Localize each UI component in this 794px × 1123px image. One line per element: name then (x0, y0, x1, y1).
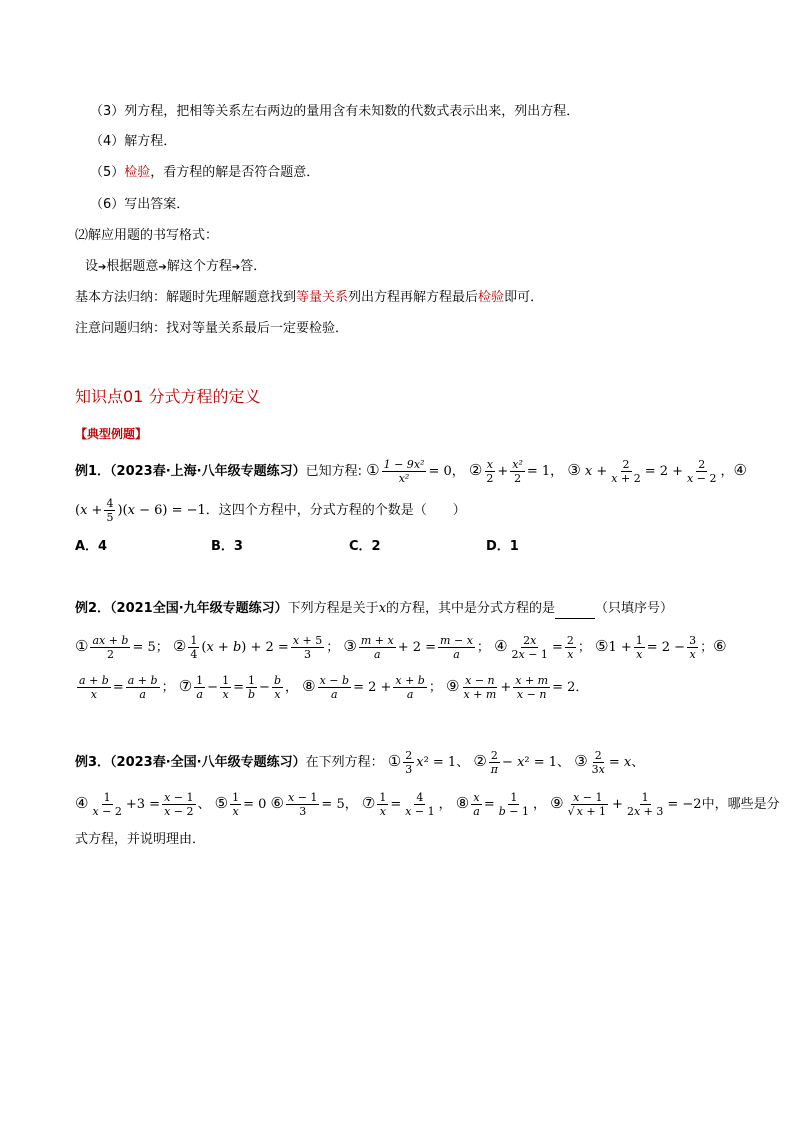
method-summary (75, 288, 543, 308)
equation-9: ⑨ $\frac{x - n}{x + m}$ + $\frac{x + m}{x - n}$ = 2． (446, 674, 589, 701)
flow-step-3: 解这个方程 (166, 259, 232, 274)
equation-1: ① $\frac{\text{1 − 9x²}}{\text{x²}}$ = 0， (366, 458, 465, 485)
equation-6: $\frac{a + b}{x}$ = $\frac{a + b}{a}$ ； (79, 674, 175, 701)
equation-7: ⑦ $\frac{1}{x}$ = $\frac{4}{x - 1}$ ， (361, 791, 452, 818)
equation-4: (x + $\frac{4}{5}$ )(x − 6) = −1 (75, 497, 206, 524)
step-5 (90, 163, 319, 183)
option-d: D．1 (486, 539, 519, 554)
equation-1: ① $\frac{2}{3}$ x² = 1、 (387, 749, 470, 776)
step-5-rest: ，看方程的解是否符合题意． (150, 165, 320, 180)
equation-2: ② $\frac{2}{\pi}$ − x² = 1、 (473, 749, 571, 776)
example-3-line-3: 式方程，并说明理由． (75, 832, 206, 847)
equation-9: ⑨ $\frac{x - 1}{√ x + 1}$ + $\frac{1}{2x + 3}$ = −2 (550, 791, 702, 818)
option-b: B．3 (211, 539, 243, 554)
equation-6-marker: ⑥ (713, 637, 727, 655)
equation-4: ④ $\frac{1}{x - 2}$ +3 = $\frac{x - 1}{x - 2}$ 、 (75, 791, 211, 818)
example-label: 例1． (75, 464, 111, 479)
equation-5: ⑤1 + $\frac{1}{x}$ = 2 − $\frac{3}{x}$ ； (595, 634, 714, 661)
example-source: （2023春·全国·八年级专题练习） (110, 755, 306, 770)
arrow-icon: ➔ (98, 262, 107, 273)
step-6: （6）写出答案． (90, 197, 190, 212)
equation-2: ② $\frac{x}{2}$ + $\frac{\text{x²}}{2}$ = 1， (468, 458, 564, 485)
example-hint: （只填序号） (595, 601, 674, 616)
equation-3: ③ x + $\frac{2}{x + 2}$ = 2 + $\frac{2}{x - 2}$ ， (567, 458, 734, 485)
example-source: （2023春·上海·八年级专题练习） (110, 464, 306, 479)
format-title: ⑵解应用题的书写格式： (75, 228, 219, 243)
equation-8: ⑧ $\frac{x - b}{a}$ = 2 + $\frac{x + b}{a}$ ； (302, 674, 442, 701)
example-label: 例2． (75, 601, 111, 616)
step-3: （3）列方程，把相等关系左右两边的量用含有未知数的代数式表示出来，列出方程． (90, 104, 580, 119)
example-source: （2021全国·九年级专题练习） (110, 601, 288, 616)
attention-summary: 注意问题归纳：找对等量关系最后一定要检验． (75, 321, 349, 336)
method-text-b: 列出方程再解方程最后 (348, 290, 479, 305)
example-3-line-2 (75, 786, 780, 822)
example-2-line-2 (75, 630, 727, 664)
answer-blank[interactable] (555, 604, 595, 619)
equation-4-marker: ④ (733, 461, 747, 479)
example-2-line-1 (75, 599, 673, 619)
method-highlight-2: 检验 (478, 290, 505, 305)
example-label: 例3． (75, 755, 111, 770)
equation-4: ④ $\frac{2x}{2x - 1}$ = $\frac{2}{x}$ ； (494, 634, 591, 661)
equation-3: ③ $\frac{2}{3x}$ = x、 (574, 749, 645, 776)
example-1-line-1 (75, 456, 747, 486)
equation-2: ② $\frac{1}{4}$ (x + b) + 2 = $\frac{x + 5}{3}$ ； (172, 634, 340, 661)
format-flow (85, 257, 266, 278)
method-highlight-1: 等量关系 (296, 290, 349, 305)
option-a: A．4 (75, 539, 108, 554)
option-c: C．2 (349, 539, 381, 554)
equation-1: ① $\frac{ax + b}{2}$ = 5； (75, 634, 169, 661)
equation-7: ⑦ $\frac{1}{a}$ − $\frac{1}{x}$ = $\frac{1}{b}$ − $\frac{b}{x}$ ， (178, 674, 298, 701)
equation-3: ③ $\frac{m + x}{a}$ + 2 = $\frac{m - x}{a}$ ； (343, 634, 490, 661)
section-title: 知识点01 分式方程的定义 (75, 387, 261, 406)
method-text-c: 即可． (504, 290, 544, 305)
step-5-prefix: （5） (90, 165, 125, 180)
example-2-line-3 (75, 670, 588, 704)
flow-step-1: 设 (85, 259, 99, 274)
flow-step-4: 答． (240, 259, 267, 274)
equation-8: ⑧ $\frac{x}{a}$ = $\frac{1}{b - 1}$ ， (455, 791, 546, 818)
step-4: （4）解方程． (90, 134, 177, 149)
step-5-highlight: 检验 (124, 165, 151, 180)
section-tag: 【典型例题】 (75, 427, 148, 441)
example-intro-2: 的方程，其中是分式方程的是 (386, 601, 556, 616)
flow-step-2: 根据题意 (106, 259, 159, 274)
arrow-icon: ➔ (158, 262, 167, 273)
example-3-line-1 (75, 746, 644, 778)
method-text-a: 基本方法归纳：解题时先理解题意找到 (75, 290, 297, 305)
example-intro: 在下列方程： (305, 755, 384, 770)
example-3-question: 中，哪些是分 (701, 797, 780, 812)
variable-x: x (378, 601, 387, 616)
equation-6: ⑥ $\frac{x - 1}{3}$ = 5， (270, 791, 358, 818)
example-intro: 已知方程: (305, 464, 362, 479)
example-intro: 下列方程是关于 (287, 601, 379, 616)
arrow-icon: ➔ (231, 262, 241, 273)
example-1-line-2 (75, 496, 466, 526)
example-1-question: ．这四个方程中，分式方程的个数是（ ） (205, 503, 466, 518)
equation-5: ⑤ $\frac{1}{x}$ = 0 (214, 791, 267, 818)
